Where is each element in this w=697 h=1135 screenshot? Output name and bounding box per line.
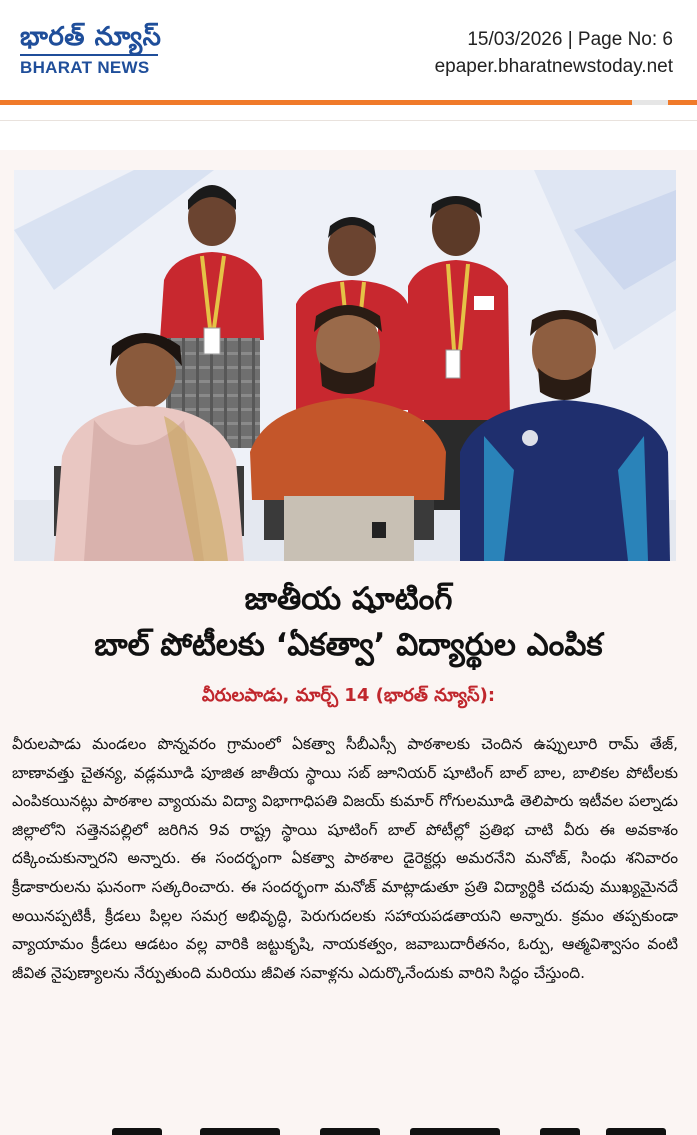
bharat-news-logo[interactable] (20, 22, 160, 78)
article-panel (0, 150, 697, 1135)
website-link[interactable]: epaper.bharatnewstoday.net (434, 56, 673, 77)
header-divider (0, 120, 697, 121)
accent-bar-end (668, 100, 697, 105)
article-body: వీరులపాడు మండలం పొన్నవరం గ్రామంలో ఏకత్వా సీబీఎస్సీ పాఠశాలకు చెందిన ఉప్పులూరి రామ్ తేజ్, బాణావత్తు చైతన్య, వడ్లమూడి పూజిత జాతీయ స్థాయి సబ్ జూనియర్ షూటింగ్ బాల్ బాల, బాలికల పోటీలకు ఎంపికయినట్లు పాఠశాల వ్యాయమ విద్యా విభాగాధిపతి విజయ్ కుమార్ గోగులమూడి తెలిపారు ఇటీవల పల్నాడు జిల్లాలోని సత్తెనపల్లిలో జరిగిన 9వ రాష్ట్ర స్థాయి షూటింగ్ బాల్ పోటీల్లో ప్రతిభ చాటి వీరు ఈ అవకాశం దక్కించుకున్నారని అన్నారు. ఈ సందర్భంగా ఏకత్వా పాఠశాల డైరెక్టర్లు అమరనేని మనోజ్, సింధు శనివారం క్రీడాకారులను ఘనంగా సత్కరించారు. ఈ సందర్భంగా మనోజ్ మాట్లాడుతూ ప్రతి విద్యార్థికి చదువు ముఖ్యమైనదే అయినప్పటికీ, క్రీడలు పిల్లల సమగ్ర అభివృద్ధి, పెరుగుదలకు సహాయపడతాయని అన్నారు. క్రమం తప్పకుండా వ్యాయామం క్రీడలు ఆడటం వల్ల వారికి జట్టుకృషి, నాయకత్వం, జవాబుదారీతనం, ఓర్పు, ఆత్మవిశ్వాసం వంటి జీవిత నైపుణ్యాలను నేర్పుతుంది మరియు జీవిత సవాళ్లను ఎదుర్కొనేందుకు వారిని సిద్ధం చేస్తుంది. (12, 735, 678, 982)
header-accent-bar (0, 100, 697, 105)
next-article-fragment (0, 1128, 697, 1135)
logo-telugu-text: భారత్ న్యూస్ (20, 22, 162, 52)
logo-divider (20, 54, 158, 56)
date-page-number: 15/03/2026 | Page No: 6 (467, 29, 673, 50)
article-dateline: వీరులపాడు, మార్చ్ 14 (భారత్ న్యూస్): (201, 685, 496, 706)
edition-meta (435, 26, 673, 80)
headline-line-2: బాల్ పోటీలకు ‘ఏకత్వా’ విద్యార్థుల ఎంపిక (94, 627, 603, 663)
article-headline (0, 576, 697, 668)
group-photo[interactable] (14, 170, 676, 561)
logo-english-text: BHARAT NEWS (20, 58, 150, 77)
masthead (0, 0, 697, 104)
group-photo-icon (14, 170, 676, 561)
accent-bar-main (0, 100, 632, 105)
headline-line-1: జాతీయ షూటింగ్ (244, 581, 453, 617)
accent-bar-gap (632, 100, 668, 105)
